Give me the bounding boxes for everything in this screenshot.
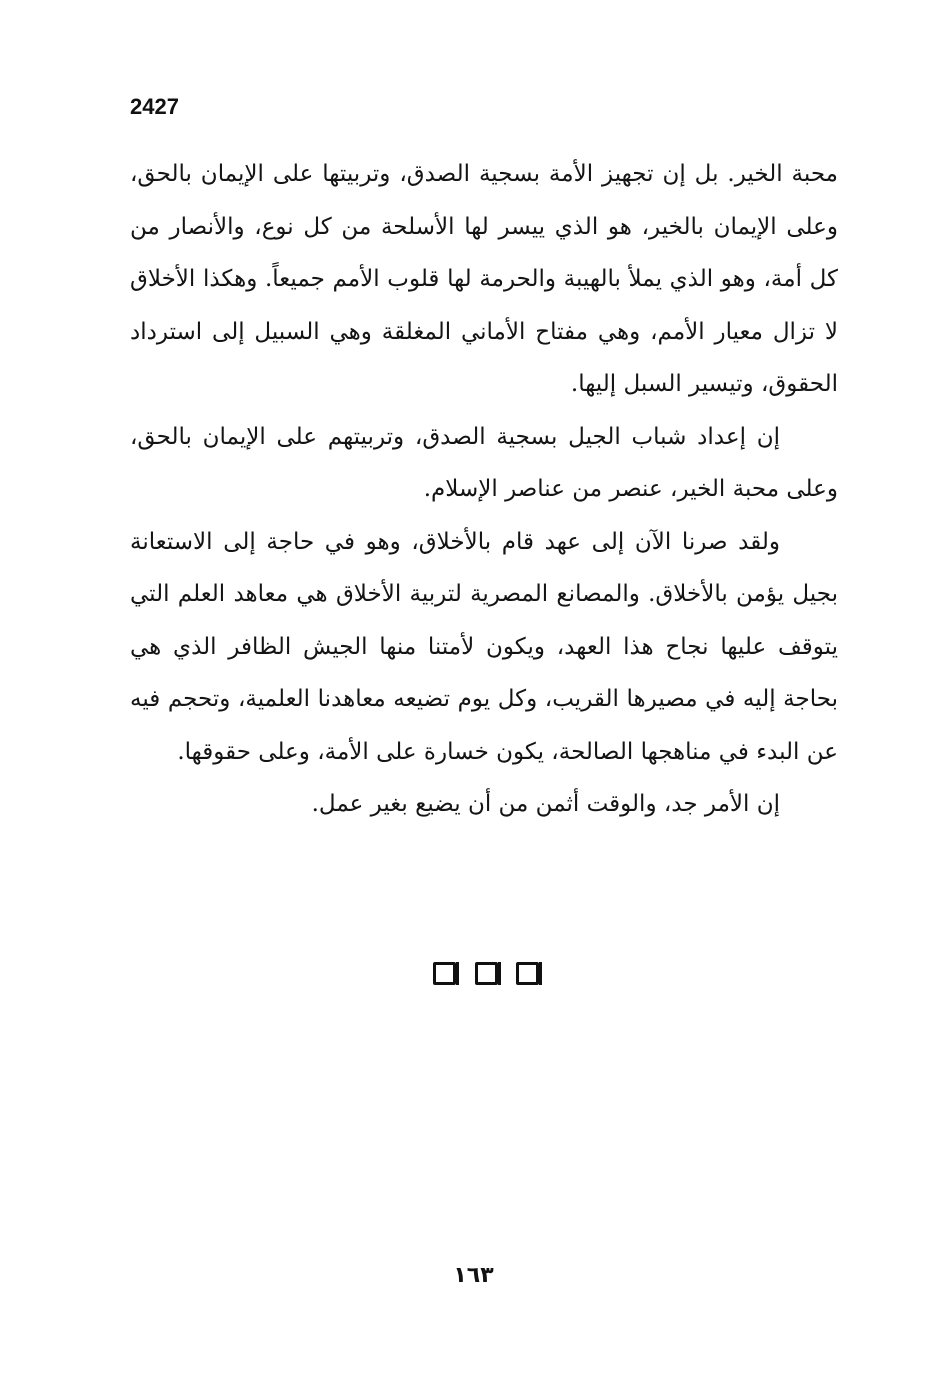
- paragraph-1: محبة الخير. بل إن تجهيز الأمة بسجية الصدق، وتربيتها على الإيمان بالحق، وعلى الإيمان بالخير، هو الذي ييسر لها الأسلحة من كل نوع، والأنصار من كل أمة، وهو الذي يملأ بالهيبة والحرمة لها قلوب الأمم جميعاً. وهكذا الأخلاق لا تزال معيار الأمم، وهي مفتاح الأماني المغلقة وهي السبيل إلى استرداد الحقوق، وتيسير السبل إليها.: [130, 161, 838, 397]
- page-number: ١٦٣: [453, 1263, 494, 1288]
- body-text: [130, 148, 838, 831]
- paragraph-2: إن إعداد شباب الجيل بسجية الصدق، وتربيتهم على الإيمان بالحق، وعلى محبة الخير، عنصر من عناصر الإسلام.: [130, 423, 838, 502]
- reference-number: 2427: [130, 94, 179, 119]
- section-separator: [433, 962, 539, 986]
- paragraph-3: ولقد صرنا الآن إلى عهد قام بالأخلاق، وهو في حاجة إلى الاستعانة بجيل يؤمن بالأخلاق. والمصانع المصرية لتربية الأخلاق هي معاهد العلم التي يتوقف عليها نجاح هذا العهد، ويكون لأمتنا منها الجيش الظافر الذي هي بحاجة إليه في مصيرها القريب، وكل يوم تضيعه معاهدنا العلمية، وتحجم فيه عن البدء في مناهجها الصالحة، يكون خسارة على الأمة، وعلى حقوقها.: [130, 528, 838, 765]
- square-ornament-icon: [475, 962, 498, 985]
- square-ornament-icon: [433, 962, 456, 985]
- paragraph-4: إن الأمر جد، والوقت أثمن من أن يضيع بغير عمل.: [311, 791, 780, 817]
- square-ornament-icon: [516, 962, 539, 985]
